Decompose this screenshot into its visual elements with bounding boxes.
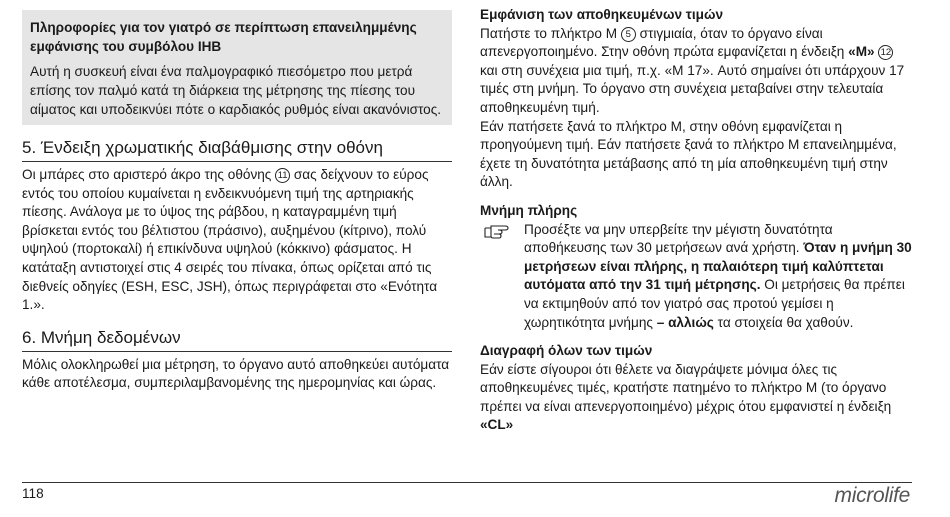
brand-logo: microlife: [834, 484, 910, 507]
display-stored-block: [480, 6, 912, 192]
reference-5: 5: [621, 27, 636, 42]
display-stored-paragraph-1: Πατήστε το πλήκτρο M 5 στιγμιαία, όταν το όργανο είναι απενεργοποιημένο. Στην οθόνη πρώτα εμφανίζεται η ένδειξη «M» 12 και στη συνέχεια μια τιμή, π.χ. «M 17». Αυτό σημαίνει ότι υπάρχουν 17 τιμές στη μνήμη. Το όργανο στη συνέχεια μεταβαίνει στην τελευταία αποθηκευμένη τιμή.: [480, 25, 905, 115]
right-column: [480, 0, 912, 435]
delete-all-heading: Διαγραφή όλων των τιμών: [480, 343, 653, 359]
reference-11: 11: [275, 168, 290, 183]
display-stored-paragraph-2: Εάν πατήσετε ξανά το πλήκτρο M, στην οθόνη εμφανίζεται η προηγούμενη τιμή. Εάν πατήσετε ξανά το πλήκτρο M επανειλημμένα, έχετε τη δυνατότητα μετάβασης από τη μία αποθηκευμένη τιμή στην άλλη.: [480, 118, 897, 190]
doctor-info-body: Αυτή η συσκευή είναι ένα παλμογραφικό πιεσόμετρο που μετρά επίσης τον παλμό κατά τη διάρκεια της μέτρησης της πίεσης του αίματος και υποδεικνύει πότε ο καρδιακός ρυθμός είναι ακανόνιστος.: [30, 64, 442, 117]
reference-12: 12: [878, 45, 893, 60]
doctor-info-title: Πληροφορίες για τον γιατρό σε περίπτωση επανειλημμένης εμφάνισης του συμβόλου IHB: [30, 20, 417, 54]
cl-symbol: «CL»: [480, 417, 514, 433]
section-5-paragraph: Οι μπάρες στο αριστερό άκρο της οθόνης 11 σας δείχνουν το εύρος εντός του οποίου κυμαίνεται η ενδεικνυόμενη τιμή της αρτηριακής πίεσης. Ανάλογα με το ύψος της ράβδου, η καταγραμμένη τιμή βρίσκεται εντός του βέλτιστου (πράσινο), αυξημένου (κίτρινο), πολύ υψηλού (πορτοκαλί) ή επικίνδυνα υψηλού (κόκκινο) φάσματος. Η κατάταξη αντιστοιχεί στις 4 σειρές του πίνακα, όπως ορίζεται από τις διεθνείς οδηγίες (ESH, ESC, JSH), όπως περιγράφεται στο «Ενότητα 1.».: [22, 167, 438, 313]
pointing-hand-icon: [484, 221, 510, 239]
memory-full-bold: Όταν η μνήμη 30 μετρήσεων είναι πλήρης, η παλαιότερη τιμή καλύπτεται αυτόματα από την 31 τιμή μέτρησης.: [524, 240, 912, 293]
page-number: 118: [22, 486, 44, 501]
memory-full-block: [480, 202, 912, 332]
section-6-paragraph: Μόλις ολοκληρωθεί μια μέτρηση, το όργανο αυτό αποθηκεύει αυτόματα κάθε αποτέλεσμα, συμπεριλαμβανομένης της ημερομηνίας και ώρας.: [22, 356, 450, 391]
section-5-heading: 5. Ένδειξη χρωματικής διαβάθμισης στην οθόνη: [22, 137, 452, 162]
left-column: [22, 0, 452, 393]
delete-all-block: [480, 342, 912, 435]
footer-rule: [22, 482, 912, 483]
memory-full-heading: Μνήμη πλήρης: [480, 202, 578, 218]
delete-all-paragraph: Εάν είστε σίγουροι ότι θέλετε να διαγράψετε μόνιμα όλες τις αποθηκευμένες τιμές, κρατήστε πατημένο το πλήκτρο M (το όργανο πρέπει να είναι απενεργοποιημένο) μέχρις ότου εμφανιστεί η ένδειξη «CL»: [480, 361, 892, 433]
section-6-heading: 6. Μνήμη δεδομένων: [22, 327, 452, 352]
memory-full-note: Προσέξτε να μην υπερβείτε την μέγιστη δυνατότητα αποθήκευσης των 30 μετρήσεων ανά χρήστη. Όταν η μνήμη 30 μετρήσεων είναι πλήρης, η παλαιότερη τιμή καλύπτεται αυτόματα από την 31 τιμή μέτρησης. Οι μετρήσεις θα πρέπει να εκτιμηθούν από τον γιατρό σας προτού γεμίσει η χωρητικότητα μνήμης – αλλιώς τα στοιχεία θα χαθούν.: [480, 221, 912, 333]
m-symbol: «M»: [848, 44, 875, 60]
display-stored-heading: Εμφάνιση των αποθηκευμένων τιμών: [480, 7, 724, 22]
doctor-info-box: [22, 10, 452, 125]
